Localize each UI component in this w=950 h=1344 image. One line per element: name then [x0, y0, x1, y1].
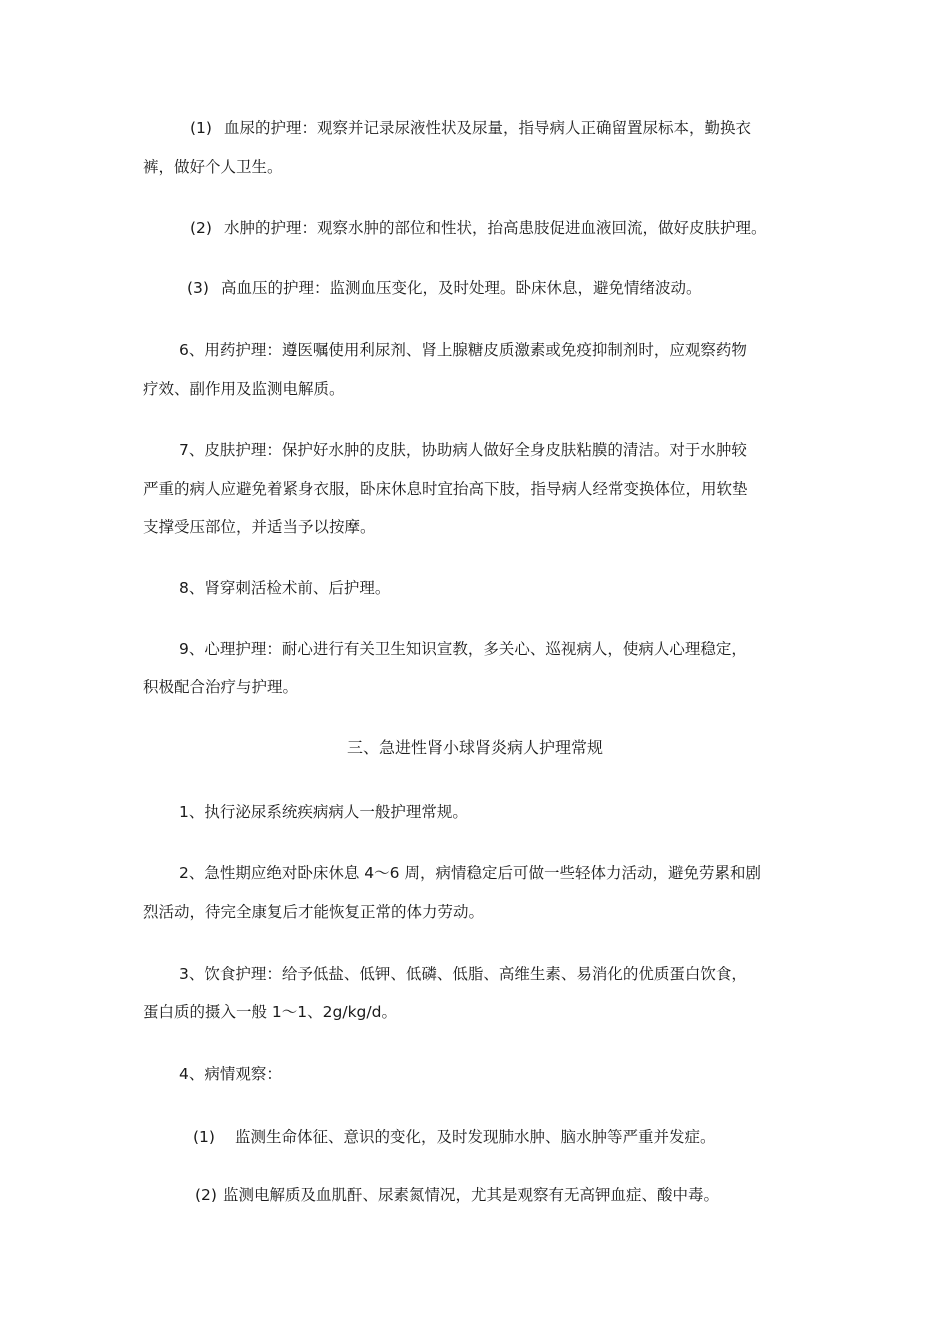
- section-heading: 三、急进性肾小球肾炎病人护理常规: [346, 738, 603, 757]
- paragraph-line: [187, 278, 701, 298]
- list-number: (2): [190, 219, 212, 237]
- paragraph-line: 8、肾穿刺活检术前、后护理。: [179, 579, 391, 597]
- paragraph-line: 7、皮肤护理：保护好水肿的皮肤，协助病人做好全身皮肤粘膜的清洁。对于水肿较: [179, 441, 747, 459]
- list-number: (1): [193, 1128, 215, 1146]
- paragraph-text: 水肿的护理：观察水肿的部位和性状，抬高患肢促进血液回流，做好皮肤护理。: [223, 219, 767, 237]
- paragraph-line: 烈活动，待完全康复后才能恢复正常的体力劳动。: [143, 903, 485, 921]
- paragraph-text: 监测生命体征、意识的变化，及时发现肺水肿、脑水肿等严重并发症。: [234, 1128, 716, 1146]
- paragraph-line: 6、用药护理：遵医嘱使用利尿剂、肾上腺糖皮质激素或免疫抑制剂时，应观察药物: [179, 341, 747, 359]
- paragraph-line: 积极配合治疗与护理。: [143, 678, 299, 696]
- list-number: (1): [190, 119, 212, 137]
- paragraph-line: 3、饮食护理：给予低盐、低钾、低磷、低脂、高维生素、易消化的优质蛋白饮食，: [179, 965, 747, 983]
- paragraph-line: 严重的病人应避免着紧身衣服，卧床休息时宜抬高下肢，指导病人经常变换体位，用软垫: [143, 480, 748, 498]
- paragraph-line: 蛋白质的摄入一般 1～1、2g/kg/d。: [143, 1003, 397, 1021]
- paragraph-line: 4、病情观察：: [179, 1065, 282, 1083]
- paragraph-line: 9、心理护理：耐心进行有关卫生知识宣教，多关心、巡视病人，使病人心理稳定，: [179, 640, 747, 658]
- paragraph-line: 疗效、副作用及监测电解质。: [143, 380, 345, 398]
- list-number: (2): [195, 1186, 217, 1204]
- paragraph-text: 血尿的护理：观察并记录尿液性状及尿量，指导病人正确留置尿标本，勤换衣: [223, 119, 751, 137]
- list-number: (3): [187, 279, 209, 297]
- paragraph-line: [193, 1127, 715, 1147]
- paragraph-line: [195, 1185, 719, 1205]
- paragraph-text: 高血压的护理：监测血压变化，及时处理。卧床休息，避免情绪波动。: [220, 279, 702, 297]
- paragraph-line: [190, 118, 751, 138]
- paragraph-line: 支撑受压部位，并适当予以按摩。: [143, 518, 376, 536]
- paragraph-line: 1、执行泌尿系统疾病病人一般护理常规。: [179, 803, 468, 821]
- paragraph-line: [190, 218, 766, 238]
- paragraph-text: 监测电解质及血肌酐、尿素氮情况，尤其是观察有无高钾血症、酸中毒。: [222, 1186, 719, 1204]
- paragraph-line: 2、急性期应绝对卧床休息 4～6 周，病情稳定后可做一些轻体力活动，避免劳累和剧: [179, 864, 761, 882]
- paragraph-line: 裤，做好个人卫生。: [143, 158, 283, 176]
